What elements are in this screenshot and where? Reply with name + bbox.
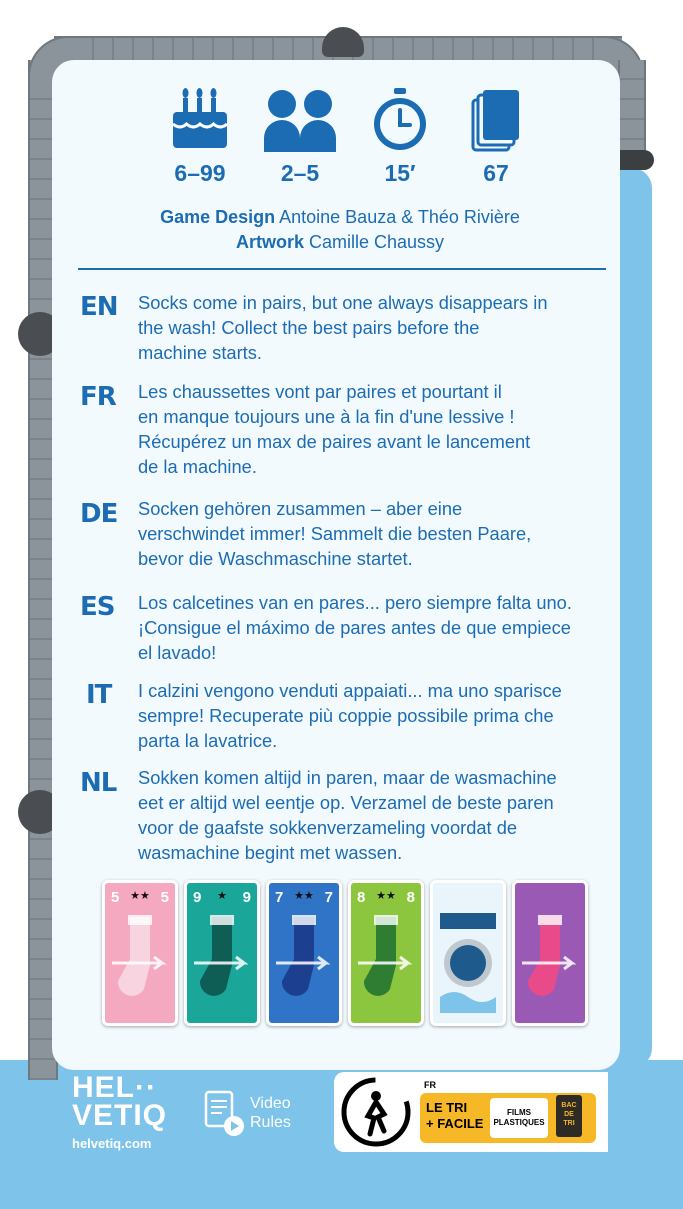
lang-text-de: Socken gehören zusammen – aber eine verschwindet immer! Sammelt die besten Paare, bevor die Waschmaschine startet. xyxy=(138,498,532,569)
card-number: 9 xyxy=(242,889,251,906)
card-stars: ★★ xyxy=(376,890,396,902)
lang-code-fr: FR xyxy=(80,382,116,412)
stat-age xyxy=(160,88,240,187)
credits-design xyxy=(60,205,620,230)
lang-code-de: DE xyxy=(80,499,118,529)
card-row xyxy=(102,880,582,1025)
lang-text-it: I calzini vengono venduti appaiati... ma uno sparisce sempre! Recuperate più coppie possibile prima che parta la lavatrice. xyxy=(138,680,562,751)
card-stars: ★ xyxy=(217,890,227,902)
card-number: 8 xyxy=(406,889,415,906)
cards-stack-icon xyxy=(471,88,521,152)
card-number: 8 xyxy=(357,889,366,906)
card-number: 5 xyxy=(160,889,169,906)
stats-row xyxy=(160,88,540,198)
artwork-label: Artwork xyxy=(235,232,304,252)
card-header xyxy=(275,889,333,906)
card-number: 7 xyxy=(275,889,284,906)
lang-text-en: Socks come in pairs, but one always disappears in the wash! Collect the best pairs before the machine starts. xyxy=(138,292,548,363)
credits-artwork xyxy=(60,230,620,255)
card-number: 7 xyxy=(324,889,333,906)
card-header xyxy=(357,889,415,906)
sock-icon xyxy=(518,913,582,1013)
game-card xyxy=(348,880,424,1026)
divider xyxy=(78,268,606,270)
time-value: 15′ xyxy=(384,160,416,186)
lang-code-nl: NL xyxy=(80,768,117,798)
lang-text-nl: Sokken komen altijd in paren, maar de wasmachine eet er altijd wel eentje op. Verzamel de beste paren voor de gaafste sokkenverzameling voordat de wasmachine begint met wassen. xyxy=(138,767,557,863)
website-link[interactable]: helvetiq.com xyxy=(72,1136,152,1151)
tri-films-label: FILMS PLASTIQUES xyxy=(490,1098,548,1138)
washing-machine-icon xyxy=(436,913,500,1013)
game-card xyxy=(512,880,588,1026)
players-icon xyxy=(262,88,338,152)
card-stars: ★★ xyxy=(130,890,150,902)
game-card xyxy=(266,880,342,1026)
pipe-right xyxy=(618,60,646,158)
video-rules-label[interactable]: Video Rules xyxy=(250,1095,291,1131)
tri-line-1: LE TRI xyxy=(426,1100,468,1115)
helvetiq-logo xyxy=(72,1071,168,1132)
stopwatch-icon xyxy=(370,88,430,152)
lang-code-en: EN xyxy=(80,292,118,322)
lang-code-es: ES xyxy=(80,592,115,622)
recycling-bin-icon: BAC DE TRI xyxy=(556,1095,582,1137)
artwork-names: Camille Chaussy xyxy=(308,232,445,252)
pipe-clamp-top xyxy=(322,27,364,57)
cards-value: 67 xyxy=(483,160,509,186)
design-names: Antoine Bauza & Théo Rivière xyxy=(279,207,520,227)
players-value: 2–5 xyxy=(280,160,320,186)
game-card xyxy=(102,880,178,1026)
triman-icon xyxy=(340,1076,412,1148)
stat-players xyxy=(260,88,340,187)
logo-line-2: VETIQ xyxy=(72,1099,168,1132)
design-label: Game Design xyxy=(160,207,276,227)
age-value: 6–99 xyxy=(174,160,226,186)
game-card xyxy=(430,880,506,1026)
sock-icon xyxy=(272,913,336,1013)
card-number: 5 xyxy=(111,889,120,906)
stat-time xyxy=(360,88,440,187)
card-header xyxy=(193,889,251,906)
sock-icon xyxy=(108,913,172,1013)
logo-line-1: HEL·· xyxy=(72,1071,157,1104)
tri-country: FR xyxy=(424,1080,436,1090)
card-number: 9 xyxy=(193,889,202,906)
lang-text-fr: Les chaussettes vont par paires et pourtant il en manque toujours une à la fin d'une lessive ! Récupérez un max de paires avant le lancement de la machine. xyxy=(138,381,531,477)
birthday-cake-icon xyxy=(167,88,233,152)
game-card xyxy=(184,880,260,1026)
sock-icon xyxy=(354,913,418,1013)
stat-cards xyxy=(456,88,536,187)
card-header xyxy=(111,889,169,906)
sock-icon xyxy=(190,913,254,1013)
tri-line-2: + FACILE xyxy=(426,1116,484,1131)
lang-text-es: Los calcetines van en pares... pero siempre falta uno. ¡Consigue el máximo de pares antes de que empiece el lavado! xyxy=(138,592,572,663)
card-stars: ★★ xyxy=(294,890,314,902)
lang-code-it: IT xyxy=(86,680,112,710)
